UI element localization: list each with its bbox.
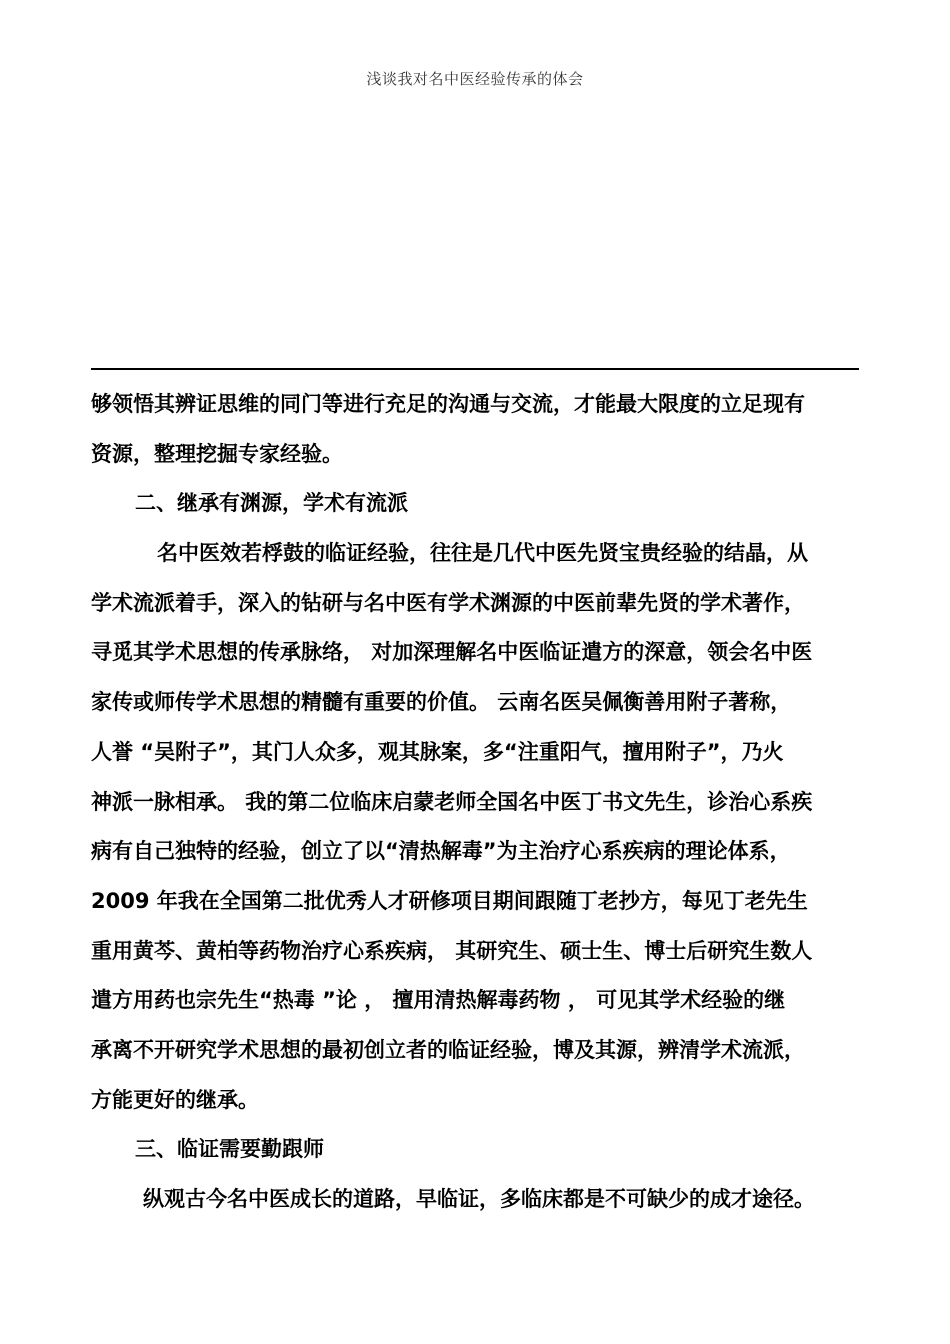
section-heading: 三、临证需要勤跟师 xyxy=(135,1137,324,1162)
page-header-title: 浅谈我对名中医经验传承的体会 xyxy=(366,70,584,88)
section-heading: 二、继承有渊源，学术有流派 xyxy=(135,491,408,516)
text-line: 重用黄芩、黄柏等药物治疗心系疾病， 其研究生、硕士生、博士后研究生数人 xyxy=(91,938,813,963)
text-line: 资源，整理挖掘专家经验。 xyxy=(91,441,343,466)
text-line: 家传或师传学术思想的精髓有重要的价值。 云南名医吴佩衡善用附子著称， xyxy=(91,690,792,715)
text-line: 学术流派着手，深入的钻研与名中医有学术渊源的中医前辈先贤的学术著作， xyxy=(91,590,805,615)
header-divider xyxy=(91,368,859,370)
text-line: 人誉 “吴附子”，其门人众多，观其脉案，多“注重阳气，擅用附子”，乃火 xyxy=(91,739,784,764)
text-line: 纵观古今名中医成长的道路，早临证，多临床都是不可缺少的成才途径。 xyxy=(143,1187,815,1211)
text-line: 神派一脉相承。 我的第二位临床启蒙老师全国名中医丁书文先生，诊治心系疾 xyxy=(91,789,813,814)
text-line: 2009 年我在全国第二批优秀人才研修项目期间跟随丁老抄方，每见丁老先生 xyxy=(91,888,808,913)
document-body xyxy=(91,380,859,1225)
text-line: 承离不开研究学术思想的最初创立者的临证经验，博及其源，辨清学术流派， xyxy=(91,1037,805,1062)
text-line: 遣方用药也宗先生“热毒 ”论 ， 擅用清热解毒药物 ， 可见其学术经验的继 xyxy=(91,988,786,1013)
text-line: 够领悟其辨证思维的同门等进行充足的沟通与交流，才能最大限度的立足现有 xyxy=(91,392,805,416)
text-line: 寻觅其学术思想的传承脉络， 对加深理解名中医临证遣方的深意，领会名中医 xyxy=(91,640,813,665)
text-line: 方能更好的继承。 xyxy=(91,1087,259,1112)
text-line: 病有自己独特的经验，创立了以“清热解毒”为主治疗心系疾病的理论体系， xyxy=(91,839,791,864)
text-line: 名中医效若桴鼓的临证经验，往往是几代中医先贤宝贵经验的结晶，从 xyxy=(157,541,808,566)
